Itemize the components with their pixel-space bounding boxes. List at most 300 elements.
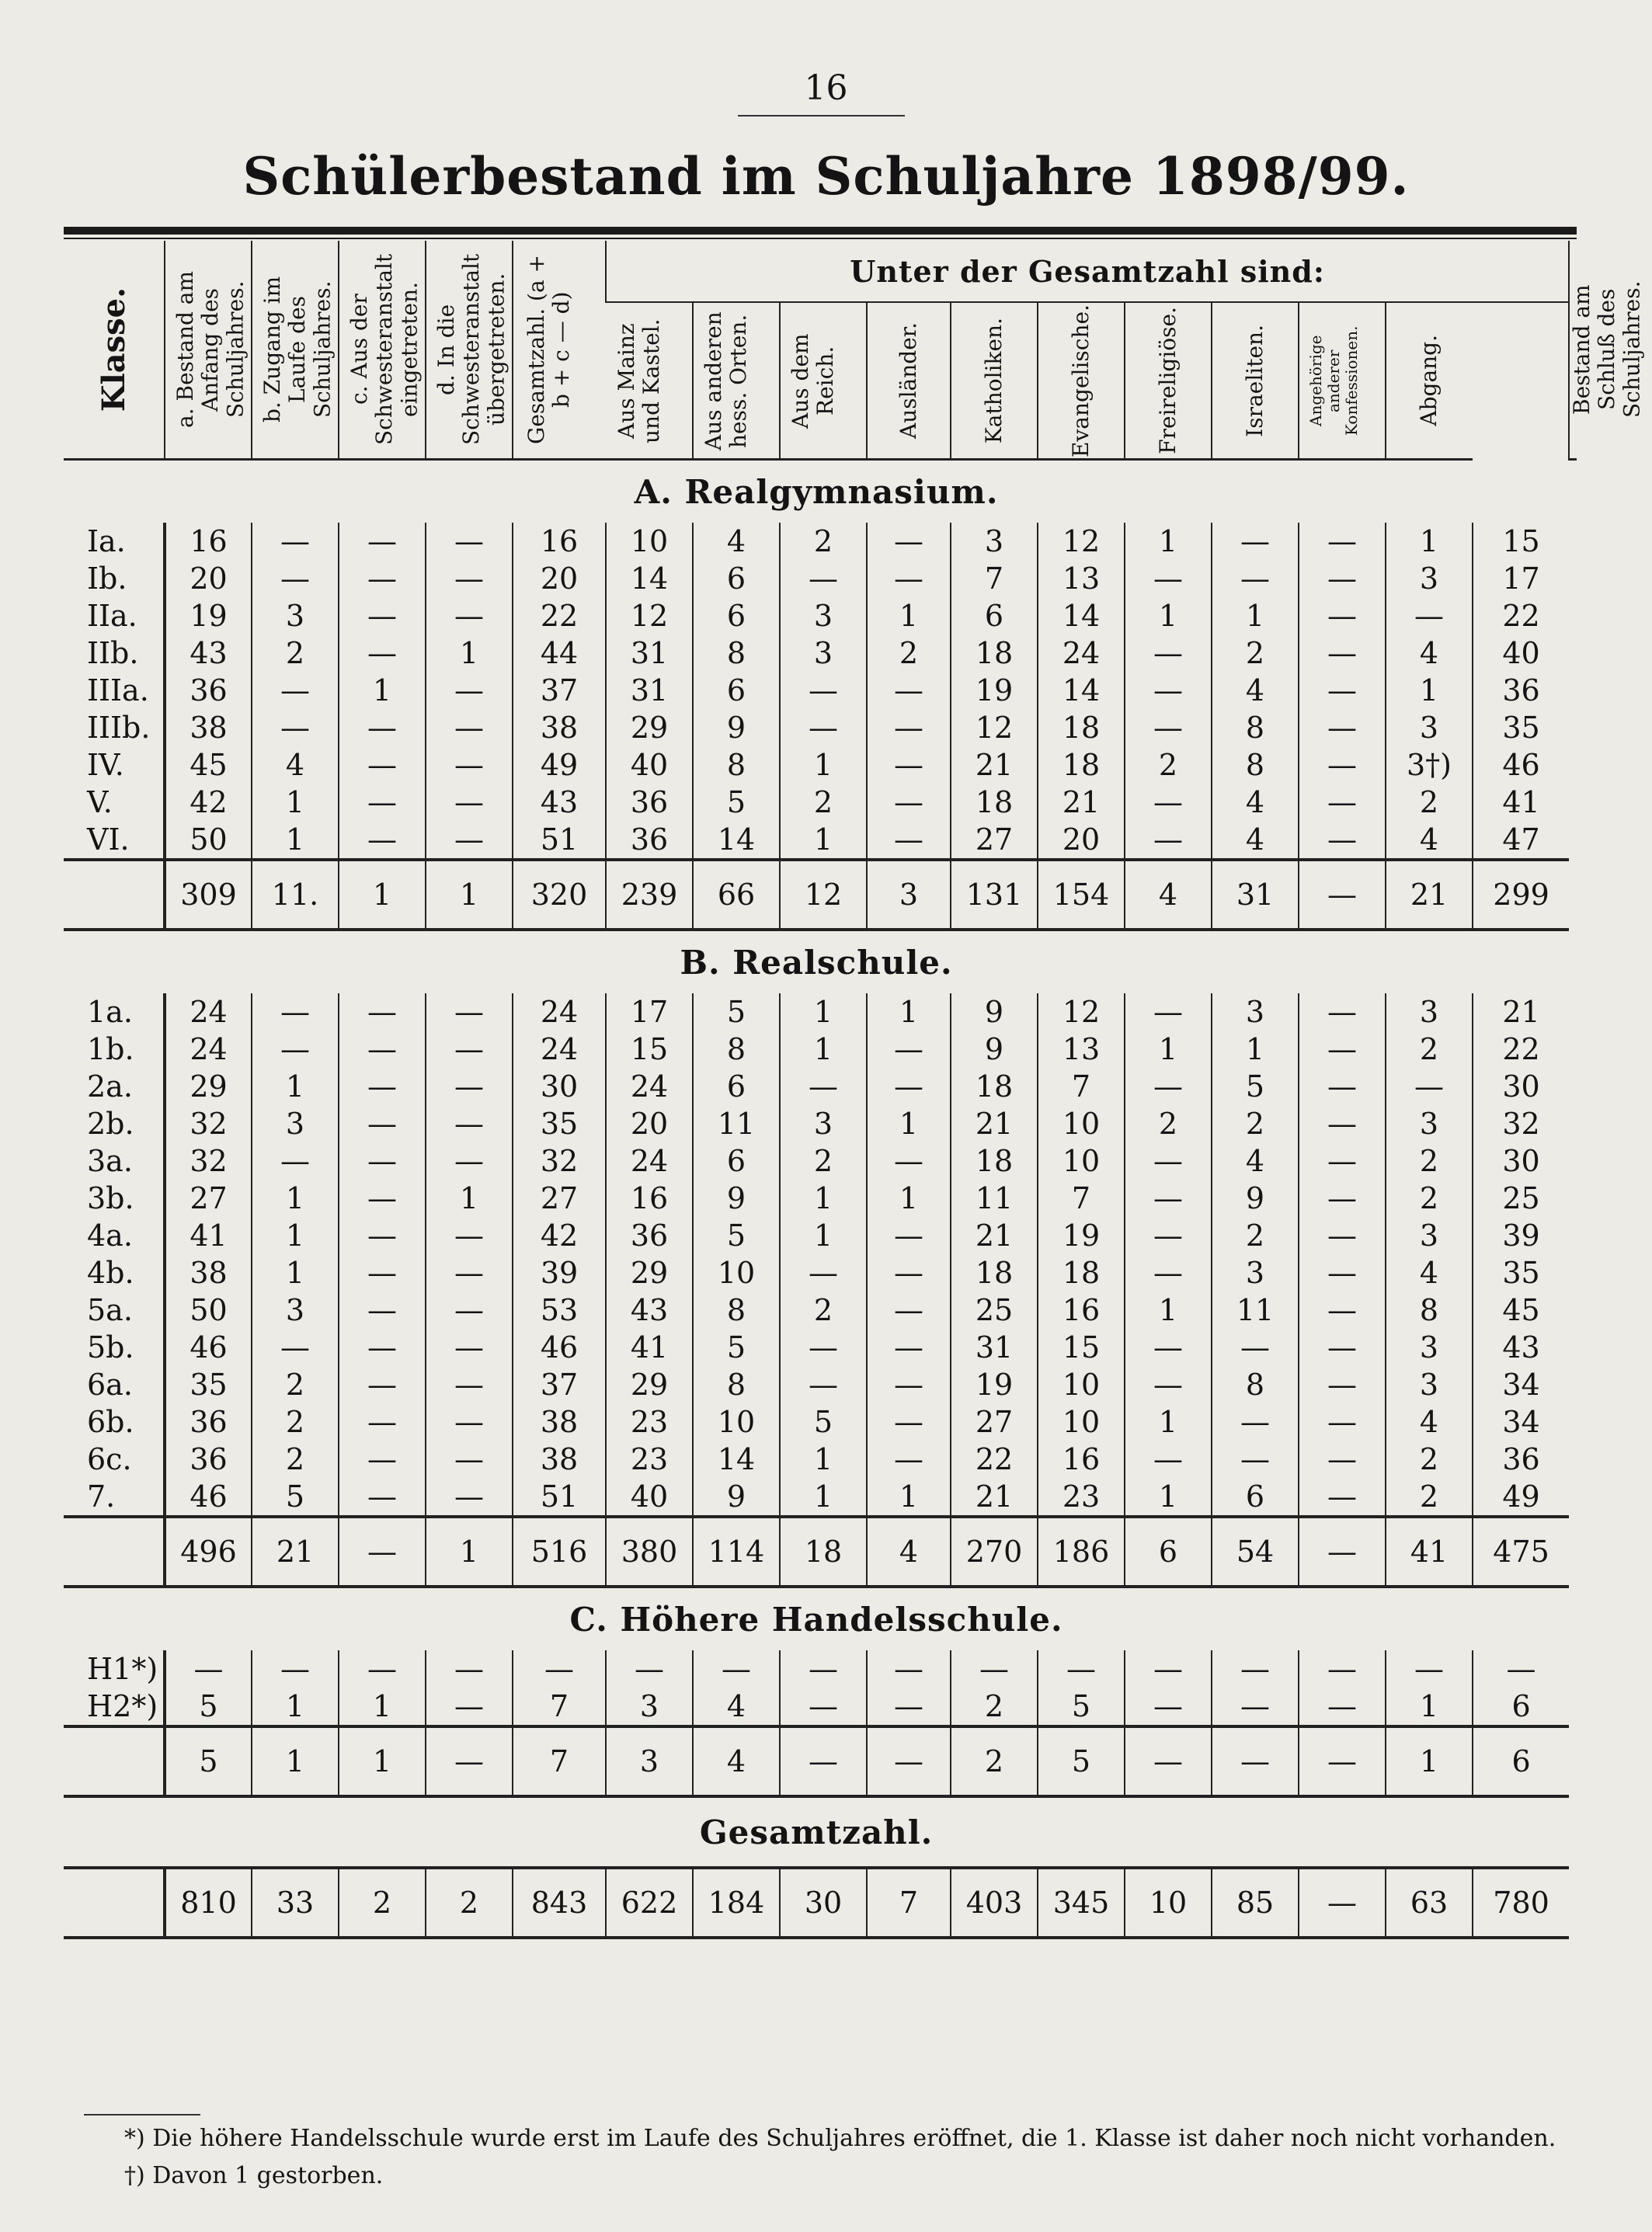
header-col-abgang: Abgang.	[1386, 302, 1473, 460]
page-title: Schülerbestand im Schuljahre 1898/99.	[242, 146, 1410, 207]
value-cell: 2	[1386, 1142, 1473, 1180]
value-cell: 7	[1038, 1180, 1125, 1217]
klasse-cell: 1b.	[87, 1032, 134, 1066]
total-row-handelsschule	[64, 1726, 1577, 1796]
value-cell: 20	[1038, 821, 1125, 860]
value-cell: —	[426, 1478, 513, 1517]
value-cell: 19	[165, 597, 252, 634]
value-cell: —	[339, 1517, 426, 1587]
value-cell: —	[867, 1292, 951, 1329]
value-cell: —	[1125, 821, 1212, 860]
klasse-cell: 6a.	[87, 1368, 133, 1402]
value-cell: 6	[1473, 1726, 1569, 1796]
table-row	[64, 1254, 1577, 1292]
value-cell: 19	[1038, 1217, 1125, 1254]
value-cell: —	[339, 821, 426, 860]
value-cell: 12	[1038, 993, 1125, 1031]
value-cell: 3	[951, 523, 1038, 560]
value-cell: —	[426, 1650, 513, 1688]
value-cell: —	[252, 709, 339, 746]
value-cell: 3	[1386, 1217, 1473, 1254]
value-cell: —	[1299, 597, 1386, 634]
value-cell: 3	[780, 597, 867, 634]
value-cell: 4	[1212, 821, 1299, 860]
total-row-realgymnasium	[64, 860, 1577, 930]
value-cell: —	[867, 1441, 951, 1478]
value-cell: 44	[513, 634, 606, 672]
klasse-cell: VI.	[87, 822, 130, 857]
value-cell: 29	[165, 1068, 252, 1105]
value-cell: 2	[1386, 1031, 1473, 1068]
value-cell: 36	[1473, 1441, 1569, 1478]
value-cell: 3	[1386, 560, 1473, 597]
value-cell: —	[426, 1366, 513, 1403]
value-cell: 42	[165, 784, 252, 821]
value-cell: 41	[1386, 1517, 1473, 1587]
value-cell: —	[867, 746, 951, 784]
value-cell: —	[426, 1403, 513, 1441]
value-cell: —	[1125, 1366, 1212, 1403]
value-cell: 16	[513, 523, 606, 560]
value-cell: 4	[1212, 1142, 1299, 1180]
value-cell: 8	[1212, 746, 1299, 784]
value-cell: 1	[1212, 1031, 1299, 1068]
value-cell: 10	[606, 523, 693, 560]
value-cell: —	[252, 560, 339, 597]
value-cell: —	[426, 672, 513, 709]
value-cell: 8	[1212, 709, 1299, 746]
value-cell: 5	[693, 993, 780, 1031]
value-cell: —	[1299, 860, 1386, 930]
value-cell: —	[780, 560, 867, 597]
value-cell: 4	[1386, 821, 1473, 860]
value-cell: 6	[693, 597, 780, 634]
value-cell: 5	[693, 1329, 780, 1366]
value-cell: 1	[252, 1688, 339, 1726]
value-cell: 239	[606, 860, 693, 930]
value-cell: 20	[513, 560, 606, 597]
value-cell: 38	[165, 709, 252, 746]
value-cell: —	[1299, 1068, 1386, 1105]
value-cell: 3	[252, 1105, 339, 1142]
value-cell: 4	[1386, 1403, 1473, 1441]
value-cell: —	[426, 709, 513, 746]
value-cell: 43	[513, 784, 606, 821]
klasse-cell: 2a.	[87, 1069, 133, 1104]
value-cell: 7	[951, 560, 1038, 597]
value-cell: —	[252, 1329, 339, 1366]
value-cell: 3	[780, 1105, 867, 1142]
value-cell: 50	[165, 821, 252, 860]
table-body	[64, 460, 1577, 1938]
value-cell: 7	[513, 1726, 606, 1796]
value-cell: 2	[1386, 784, 1473, 821]
value-cell: 22	[1473, 1031, 1569, 1068]
table-row	[64, 1217, 1577, 1254]
value-cell: 1	[1386, 1688, 1473, 1726]
value-cell: 14	[693, 1441, 780, 1478]
klasse-cell: 5b.	[87, 1330, 134, 1365]
value-cell: 29	[606, 1254, 693, 1292]
value-cell: —	[426, 1142, 513, 1180]
value-cell: 6	[693, 672, 780, 709]
section-title: A. Realgymnasium.	[634, 472, 999, 511]
value-cell: 34	[1473, 1366, 1569, 1403]
value-cell: 43	[165, 634, 252, 672]
value-cell: 154	[1038, 860, 1125, 930]
value-cell: —	[1125, 1650, 1212, 1688]
value-cell: —	[1299, 560, 1386, 597]
value-cell: 3	[252, 1292, 339, 1329]
value-cell: 36	[165, 1441, 252, 1478]
value-cell: —	[513, 1650, 606, 1688]
value-cell: 38	[165, 1254, 252, 1292]
section-header-realgymnasium	[64, 460, 1577, 523]
header-col-auslaender: Ausländer.	[867, 302, 951, 460]
value-cell: 21	[1038, 784, 1125, 821]
value-cell: 4	[1125, 860, 1212, 930]
value-cell: 49	[513, 746, 606, 784]
value-cell: —	[867, 1688, 951, 1726]
value-cell: 843	[513, 1868, 606, 1938]
value-cell: —	[339, 784, 426, 821]
section-header-gesamtzahl	[64, 1796, 1577, 1868]
value-cell: 8	[693, 1031, 780, 1068]
value-cell: —	[1125, 1329, 1212, 1366]
value-cell: —	[1299, 1726, 1386, 1796]
value-cell: 1	[780, 821, 867, 860]
value-cell: —	[867, 1031, 951, 1068]
value-cell: 21	[1473, 993, 1569, 1031]
value-cell: 11.	[252, 860, 339, 930]
value-cell: 3†)	[1386, 746, 1473, 784]
value-cell: 17	[606, 993, 693, 1031]
value-cell: —	[1299, 672, 1386, 709]
value-cell: 3	[867, 860, 951, 930]
value-cell: 9	[693, 1478, 780, 1517]
value-cell: 1	[252, 1180, 339, 1217]
value-cell: —	[339, 993, 426, 1031]
table-row	[64, 672, 1577, 709]
value-cell: 30	[1473, 1142, 1569, 1180]
value-cell: 43	[606, 1292, 693, 1329]
table-row	[64, 821, 1577, 860]
value-cell: 2	[867, 634, 951, 672]
value-cell: 5	[693, 1217, 780, 1254]
value-cell: —	[339, 1105, 426, 1142]
value-cell: —	[693, 1650, 780, 1688]
value-cell: 36	[165, 1403, 252, 1441]
value-cell: 21	[951, 1478, 1038, 1517]
value-cell: 53	[513, 1292, 606, 1329]
value-cell: —	[867, 1068, 951, 1105]
value-cell: 5	[1038, 1726, 1125, 1796]
value-cell: 21	[1386, 860, 1473, 930]
table-row	[64, 746, 1577, 784]
table-header	[64, 241, 1645, 460]
header-col-hess-orte: Aus anderen hess. Orten.	[693, 302, 780, 460]
value-cell: 380	[606, 1517, 693, 1587]
value-cell: —	[339, 597, 426, 634]
value-cell: 15	[606, 1031, 693, 1068]
table-row	[64, 1478, 1577, 1517]
value-cell: 16	[606, 1180, 693, 1217]
header-col-evangelische: Evangelische.	[1038, 302, 1125, 460]
value-cell: —	[1125, 993, 1212, 1031]
value-cell: 66	[693, 860, 780, 930]
value-cell: 30	[1473, 1068, 1569, 1105]
value-cell: 6	[951, 597, 1038, 634]
value-cell: 3	[1386, 709, 1473, 746]
value-cell: 32	[165, 1105, 252, 1142]
value-cell: —	[339, 523, 426, 560]
value-cell: 1	[780, 1217, 867, 1254]
value-cell: —	[426, 821, 513, 860]
value-cell: 27	[165, 1180, 252, 1217]
klasse-cell	[64, 1726, 165, 1796]
value-cell: 7	[867, 1868, 951, 1938]
value-cell: 1	[339, 1688, 426, 1726]
value-cell: 1	[252, 821, 339, 860]
value-cell: 6	[693, 1142, 780, 1180]
value-cell: —	[867, 1329, 951, 1366]
header-col-mainz: Aus Mainz und Kastel.	[606, 302, 693, 460]
value-cell: —	[1299, 1478, 1386, 1517]
value-cell: —	[426, 1726, 513, 1796]
value-cell: 3	[1212, 993, 1299, 1031]
value-cell: 475	[1473, 1517, 1569, 1587]
value-cell: 24	[513, 993, 606, 1031]
value-cell: 40	[1473, 634, 1569, 672]
value-cell: —	[1299, 1329, 1386, 1366]
value-cell: —	[339, 1068, 426, 1105]
klasse-cell: 2b.	[87, 1107, 134, 1141]
value-cell: 4	[1212, 784, 1299, 821]
section-title: B. Realschule.	[680, 943, 953, 982]
value-cell: 10	[693, 1254, 780, 1292]
value-cell: 85	[1212, 1868, 1299, 1938]
value-cell: 21	[951, 746, 1038, 784]
value-cell: 16	[1038, 1441, 1125, 1478]
value-cell: 31	[1212, 860, 1299, 930]
value-cell: 12	[1038, 523, 1125, 560]
klasse-cell: 5a.	[87, 1293, 133, 1327]
klasse-cell: H2*)	[87, 1689, 158, 1723]
value-cell: —	[867, 1142, 951, 1180]
value-cell: 3	[606, 1688, 693, 1726]
value-cell: 13	[1038, 1031, 1125, 1068]
value-cell: 403	[951, 1868, 1038, 1938]
value-cell: —	[1125, 672, 1212, 709]
value-cell: 27	[951, 821, 1038, 860]
value-cell: 35	[1473, 1254, 1569, 1292]
value-cell: 1	[252, 1217, 339, 1254]
value-cell: 2	[1386, 1180, 1473, 1217]
value-cell: 24	[606, 1068, 693, 1105]
value-cell: 24	[165, 993, 252, 1031]
value-cell: 8	[693, 1292, 780, 1329]
value-cell: —	[780, 1329, 867, 1366]
value-cell: —	[426, 523, 513, 560]
value-cell: 10	[1125, 1868, 1212, 1938]
value-cell: 1	[426, 634, 513, 672]
value-cell: 23	[1038, 1478, 1125, 1517]
value-cell: —	[1125, 784, 1212, 821]
value-cell: 39	[1473, 1217, 1569, 1254]
table-row	[64, 784, 1577, 821]
value-cell: 4	[1212, 672, 1299, 709]
value-cell: —	[426, 1292, 513, 1329]
value-cell: —	[1299, 634, 1386, 672]
value-cell: —	[867, 523, 951, 560]
value-cell: 5	[252, 1478, 339, 1517]
value-cell: —	[1386, 1650, 1473, 1688]
value-cell: 131	[951, 860, 1038, 930]
value-cell: 2	[780, 1142, 867, 1180]
value-cell: 11	[1212, 1292, 1299, 1329]
value-cell: 320	[513, 860, 606, 930]
value-cell: 20	[165, 560, 252, 597]
klasse-cell: IIa.	[87, 599, 137, 633]
value-cell: 33	[252, 1868, 339, 1938]
value-cell: —	[780, 1688, 867, 1726]
value-cell: 12	[951, 709, 1038, 746]
table-row	[64, 1441, 1577, 1478]
value-cell: 25	[1473, 1180, 1569, 1217]
value-cell: —	[1299, 993, 1386, 1031]
value-cell: —	[339, 1329, 426, 1366]
page-number-rule	[738, 115, 905, 116]
value-cell: —	[1473, 1650, 1569, 1688]
klasse-cell: 1a.	[87, 995, 133, 1029]
value-cell: —	[339, 1650, 426, 1688]
klasse-cell: Ia.	[87, 524, 126, 558]
value-cell: —	[1299, 1366, 1386, 1403]
header-col-gesamtzahl: Gesamtzahl. (a + b + c — d)	[513, 241, 606, 460]
value-cell: 8	[1212, 1366, 1299, 1403]
value-cell: 18	[951, 1142, 1038, 1180]
value-cell: 1	[1125, 1031, 1212, 1068]
value-cell: 1	[426, 1517, 513, 1587]
klasse-cell: IIIb.	[87, 711, 151, 745]
value-cell: —	[1125, 560, 1212, 597]
value-cell: —	[339, 1142, 426, 1180]
value-cell: 12	[780, 860, 867, 930]
value-cell: —	[780, 1068, 867, 1105]
value-cell: 3	[1386, 1329, 1473, 1366]
value-cell: 13	[1038, 560, 1125, 597]
value-cell: 42	[513, 1217, 606, 1254]
value-cell: 1	[780, 1031, 867, 1068]
value-cell: 24	[1038, 634, 1125, 672]
value-cell: 810	[165, 1868, 252, 1938]
value-cell: —	[426, 1068, 513, 1105]
value-cell: —	[780, 1726, 867, 1796]
table-row	[64, 1688, 1577, 1726]
value-cell: 1	[780, 1180, 867, 1217]
value-cell: —	[1299, 784, 1386, 821]
value-cell: —	[867, 1217, 951, 1254]
value-cell: 15	[1473, 523, 1569, 560]
value-cell: 37	[513, 672, 606, 709]
value-cell: 2	[1212, 634, 1299, 672]
value-cell: 516	[513, 1517, 606, 1587]
table-row	[64, 1403, 1577, 1441]
table-row	[64, 1329, 1577, 1366]
value-cell: 1	[867, 1105, 951, 1142]
value-cell: 5	[780, 1403, 867, 1441]
value-cell: —	[1299, 1142, 1386, 1180]
value-cell: 1	[1386, 523, 1473, 560]
total-row-realschule	[64, 1517, 1577, 1587]
table-row	[64, 560, 1577, 597]
value-cell: 20	[606, 1105, 693, 1142]
value-cell: 1	[252, 1068, 339, 1105]
value-cell: —	[1299, 1868, 1386, 1938]
value-cell: 35	[513, 1105, 606, 1142]
value-cell: 40	[606, 746, 693, 784]
value-cell: 6	[693, 1068, 780, 1105]
value-cell: 40	[606, 1478, 693, 1517]
value-cell: —	[252, 1142, 339, 1180]
header-col-reich: Aus dem Reich.	[780, 302, 867, 460]
top-rule-thin	[64, 238, 1577, 239]
klasse-cell	[64, 1868, 165, 1938]
value-cell: —	[339, 1403, 426, 1441]
klasse-cell	[64, 1517, 165, 1587]
value-cell: 50	[165, 1292, 252, 1329]
klasse-cell: 3b.	[87, 1181, 134, 1215]
value-cell: 2	[780, 1292, 867, 1329]
klasse-cell: IIb.	[87, 636, 139, 670]
value-cell: 2	[951, 1688, 1038, 1726]
value-cell: 1	[252, 1254, 339, 1292]
value-cell: 25	[951, 1292, 1038, 1329]
value-cell: 6	[1212, 1478, 1299, 1517]
value-cell: —	[1299, 1292, 1386, 1329]
value-cell: 1	[252, 1726, 339, 1796]
value-cell: 6	[693, 560, 780, 597]
table-row	[64, 1031, 1577, 1068]
value-cell: —	[1038, 1650, 1125, 1688]
value-cell: 1	[1125, 1292, 1212, 1329]
value-cell: 18	[951, 1068, 1038, 1105]
value-cell: 1	[1125, 523, 1212, 560]
value-cell: —	[426, 1329, 513, 1366]
klasse-cell: Ib.	[87, 561, 127, 596]
value-cell: 18	[951, 634, 1038, 672]
value-cell: —	[1212, 1650, 1299, 1688]
value-cell: 36	[606, 1217, 693, 1254]
value-cell: 1	[426, 860, 513, 930]
header-group-unter-der-gesamtzahl: Unter der Gesamtzahl sind:	[606, 241, 1569, 302]
value-cell: 41	[1473, 784, 1569, 821]
value-cell: 43	[1473, 1329, 1569, 1366]
value-cell: 2	[780, 784, 867, 821]
table-row	[64, 1105, 1577, 1142]
value-cell: —	[252, 1650, 339, 1688]
value-cell: 27	[951, 1403, 1038, 1441]
value-cell: 35	[165, 1366, 252, 1403]
value-cell: 1	[1212, 597, 1299, 634]
value-cell: —	[426, 1254, 513, 1292]
value-cell: 35	[1473, 709, 1569, 746]
header-col-israeliten: Israeliten.	[1212, 302, 1299, 460]
value-cell: 21	[252, 1517, 339, 1587]
value-cell: 5	[165, 1726, 252, 1796]
value-cell: 1	[1125, 1478, 1212, 1517]
value-cell: 38	[513, 1403, 606, 1441]
